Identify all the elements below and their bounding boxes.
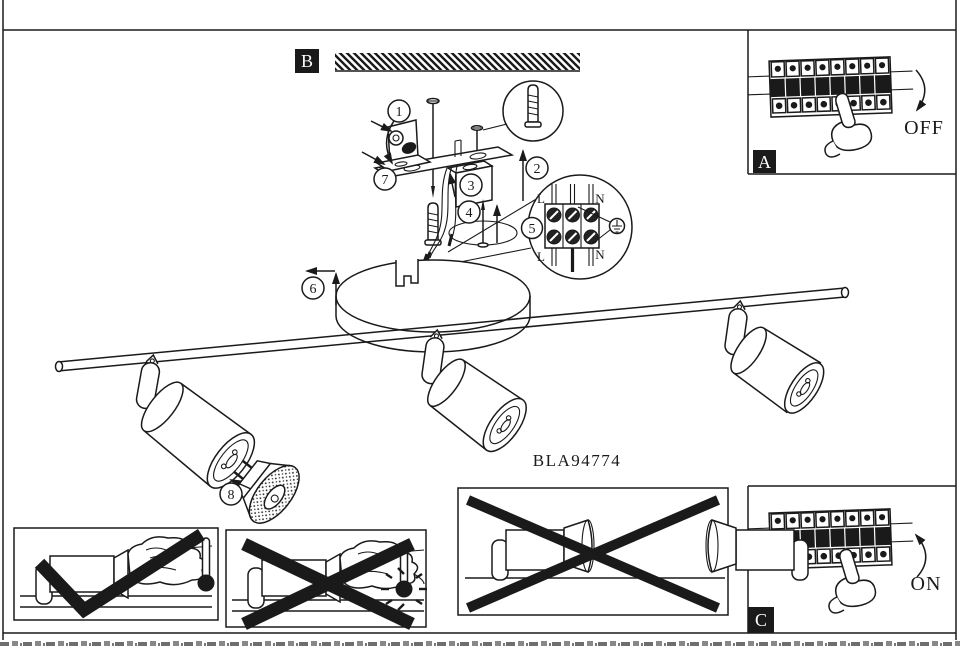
fixture-drawing [56, 259, 849, 532]
step-3 [460, 174, 482, 196]
on-label: ON [910, 573, 942, 595]
terminal-neutral-bottom: N [595, 247, 605, 262]
ceiling-hatch [335, 53, 580, 70]
step-7 [374, 168, 396, 190]
switch-on-arrow [916, 535, 926, 577]
svg-text:8: 8 [227, 488, 235, 503]
step-6 [302, 277, 324, 299]
section-c-label: C [754, 610, 768, 630]
svg-text:4: 4 [465, 206, 473, 221]
warning-touch-when-cold [14, 528, 218, 620]
svg-text:6: 6 [309, 282, 317, 297]
step-1 [388, 100, 410, 122]
spot-head-left [132, 373, 309, 532]
wall-plug-detail [483, 81, 563, 141]
cropped-next-page-text-strip [0, 640, 960, 647]
adjust-bracket-left [377, 117, 430, 171]
step-8 [220, 483, 242, 505]
switch-off-arrow [916, 70, 925, 110]
breaker-panel [747, 56, 914, 118]
svg-text:7: 7 [381, 173, 389, 188]
product-code: BLA94774 [532, 451, 622, 470]
step-4 [458, 201, 480, 223]
step-2 [526, 157, 548, 179]
section-a-label: A [758, 152, 771, 172]
section-b-label: B [300, 51, 314, 71]
warning-spots-facing [458, 488, 808, 615]
step7-arrow [362, 152, 384, 164]
mounting-screw-1 [427, 99, 439, 199]
svg-text:1: 1 [395, 105, 403, 120]
off-label: OFF [904, 117, 944, 139]
svg-text:5: 5 [528, 222, 536, 237]
step3-arrow [450, 174, 455, 197]
terminal-live-top: L [537, 191, 545, 206]
terminal-live-bottom: L [537, 249, 545, 264]
inset-a-power-off [747, 30, 956, 174]
terminal-neutral-top: N [595, 191, 605, 206]
step-5 [522, 218, 543, 239]
wall-plug [425, 203, 441, 245]
svg-text:3: 3 [467, 179, 475, 194]
section-b-mounting [295, 49, 632, 279]
step1-arrow [371, 121, 391, 131]
svg-text:2: 2 [533, 162, 541, 177]
warning-do-not-touch-hot [226, 530, 427, 627]
